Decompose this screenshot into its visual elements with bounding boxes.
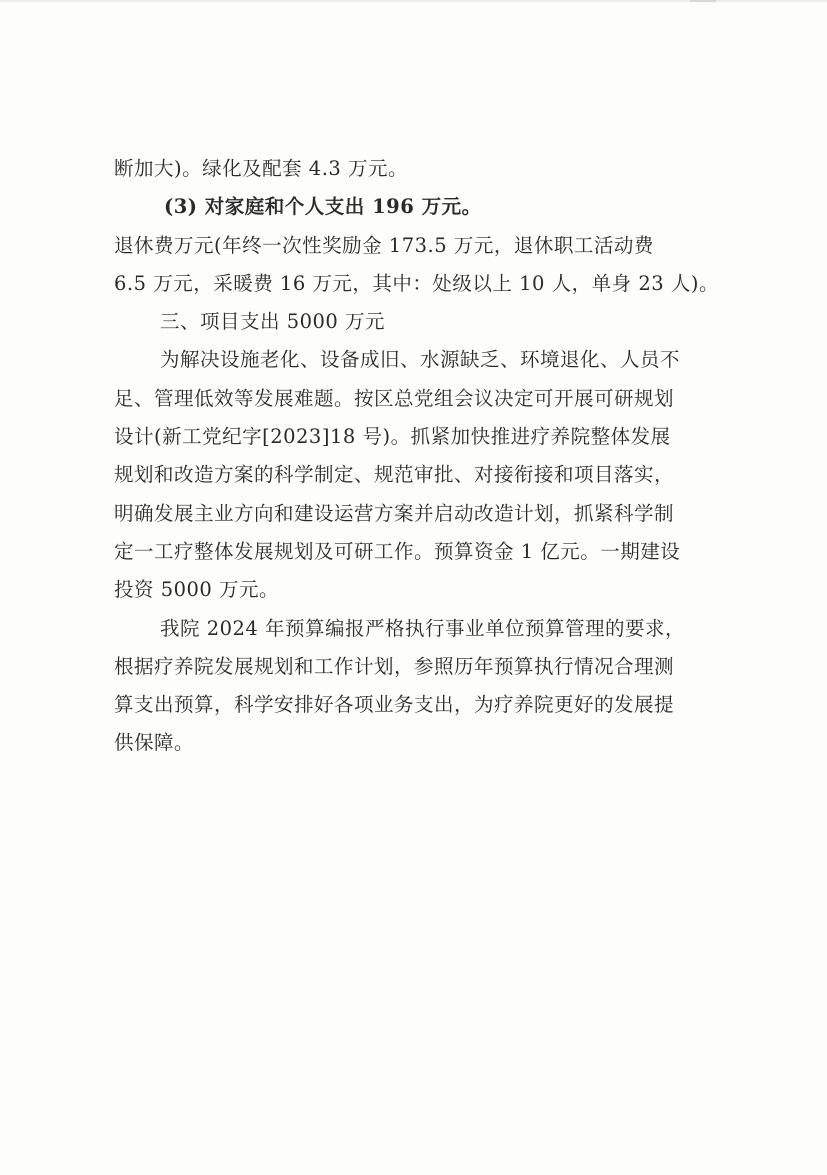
paragraph-line: 我院 2024 年预算编报严格执行事业单位预算管理的要求， <box>160 616 686 640</box>
document-body <box>114 150 734 763</box>
paragraph-line: 定一工疗整体发展规划及可研工作。预算资金 1 亿元。一期建设 <box>114 539 681 563</box>
paragraph-line: 投资 5000 万元。 <box>114 578 280 602</box>
paragraph-line: 供保障。 <box>114 731 195 755</box>
paragraph-line: 足、管理低效等发展难题。按区总党组会议决定可开展可研规划 <box>114 386 675 410</box>
paragraph-line: 明确发展主业方向和建设运营方案并启动改造计划，抓紧科学制 <box>114 501 675 525</box>
paragraph-line: 算支出预算，科学安排好各项业务支出，为疗养院更好的发展提 <box>114 693 675 717</box>
text-line: 断加大)。绿化及配套 4.3 万元。 <box>114 157 409 180</box>
text-line: 退休费万元(年终一次性奖励金 173.5 万元，退休职工活动费 <box>114 233 654 257</box>
paragraph-line: 根据疗养院发展规划和工作计划，参照历年预算执行情况合理测 <box>114 654 675 678</box>
scan-edge-mark <box>690 0 716 2</box>
section-heading-project-expenditure: 三、项目支出 5000 万元 <box>160 310 386 334</box>
text-line: 6.5 万元，采暖费 16 万元，其中：处级以上 10 人，单身 23 人)。 <box>114 271 719 295</box>
paragraph-line: 为解决设施老化、设备成旧、水源缺乏、环境退化、人员不 <box>160 348 681 372</box>
paragraph-line: 规划和改造方案的科学制定、规范审批、对接衔接和项目落实， <box>114 463 675 487</box>
subheading-household-expenditure: (3) 对家庭和个人支出 196 万元。 <box>164 195 482 219</box>
paragraph-line: 设计(新工党纪字[2023]18 号)。抓紧加快推进疗养院整体发展 <box>114 425 671 449</box>
